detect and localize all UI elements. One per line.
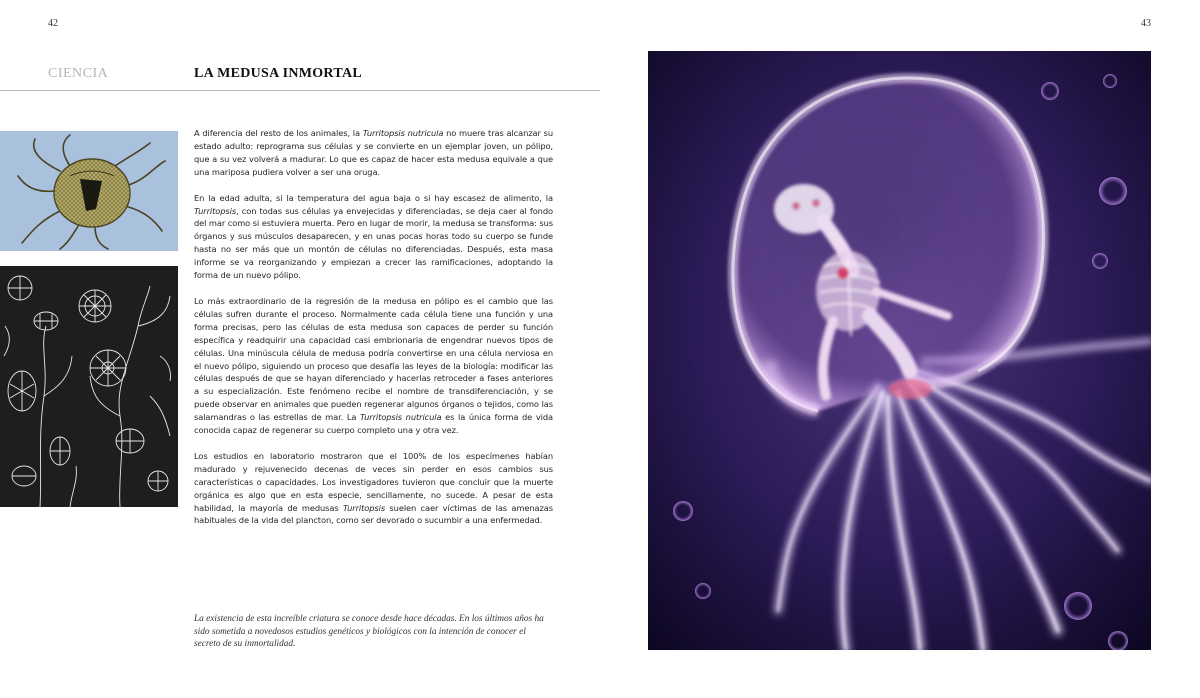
text-run: , con todas sus células ya envejecidas y diferenciadas, se deja caer al fondo del mar como si estuviera muerta. Pero en lugar de morir, la medusa se transforma: sus órganos y sus músculos desaparecen, y en unas pocas horas todo su cuerpo se funde hasta no ser más que un montón de células no diferenciadas. Después, esta masa informe se va reorganizando y empiezan a crecer las ramificaciones, adoptando la forma de un nuevo pólipo. (194, 205, 553, 281)
text-run: A diferencia del resto de los animales, la (194, 128, 363, 138)
paragraph-4 (194, 450, 553, 527)
article-title: LA MEDUSA INMORTAL (194, 66, 362, 81)
text-run: En la edad adulta, si la temperatura del agua baja o si hay escasez de alimento, la (194, 192, 553, 203)
species-name: Turritopsis (194, 205, 237, 216)
species-name: Turritopsis (342, 502, 386, 513)
text-run: no muere tras alcanzar su estado adulto: reprograma sus células y se convierte en un ejemplar joven, un pólipo, que a su vez volverá a madurar. Lo que es capaz de hacer esta medusa equivale a que una mariposa pudiera volver a ser una oruga. (194, 128, 553, 177)
text-run: es la única forma de vida conocida capaz de regenerar su cuerpo completo una y otra vez. (194, 412, 554, 436)
text-run: suelen caer víctimas de las amenazas habituales de la vida del plancton, como ser devorado o sucumbir a una enfermedad. (194, 502, 553, 526)
page-number-left: 42 (48, 18, 58, 29)
jellyfish-painting-illustration (648, 51, 1151, 650)
paragraph-1 (194, 127, 553, 179)
header-rule (0, 90, 600, 91)
paragraph-2 (194, 192, 553, 282)
text-run: Lo más extraordinario de la regresión de la medusa en pólipo es el cambio que las células sufren durante el proceso. Normalmente cada célula tiene una función y una forma precisas, pero las células de esta medusa son capaces de perder su función específica y readquirir una capacidad casi embrionaria de engendrar nuevos tipos de células. Una minúscula célula de medusa podría convertirse en una célula nerviosa en el nuevo pólipo, siguiendo un proceso que desafía las leyes de la biología: modificar las células después de que se hayan diferenciado y hacerlas retroceder a fases anteriores a su especialización. Este fenómeno recibe el nombre de transdiferenciación, y se puede observar en animales que pueden regenerar algunos órganos o tejidos, como las salamandras o las estrellas de mar. La (194, 295, 553, 423)
hydrozoa-engraving-icon (0, 266, 178, 507)
jellyfish-painting-icon (648, 51, 1151, 650)
page-number-right: 43 (1141, 18, 1151, 29)
species-name: Turritopsis nutricula (362, 128, 444, 138)
text-run: Los estudios en laboratorio mostraron que el 100% de los especímenes habían madurado y rejuvenecido decenas de veces sin perder en esos cambios sus características o capacidades. Los investigadores tuvieron que concluir que la muerte orgánica es algo que en esta especie, sencillamente, no sucede. A pesar de esta habilidad, la mayoría de medusas (194, 450, 553, 513)
jellyfish-drawing-illustration (0, 131, 178, 251)
jellyfish-drawing-icon (0, 131, 178, 251)
species-name: Turritopsis nutricula (359, 412, 442, 423)
image-caption: La existencia de esta increíble criatura se conoce desde hace décadas. En los últimos años ha sido sometida a novedosos estudios genéticos y biológicos con la intención de conocer el secreto de su inmortalidad. (194, 614, 544, 649)
paragraph-3 (194, 295, 553, 437)
article-body (194, 127, 553, 540)
section-label: CIENCIA (48, 66, 109, 81)
hydrozoa-engraving-illustration (0, 266, 178, 507)
